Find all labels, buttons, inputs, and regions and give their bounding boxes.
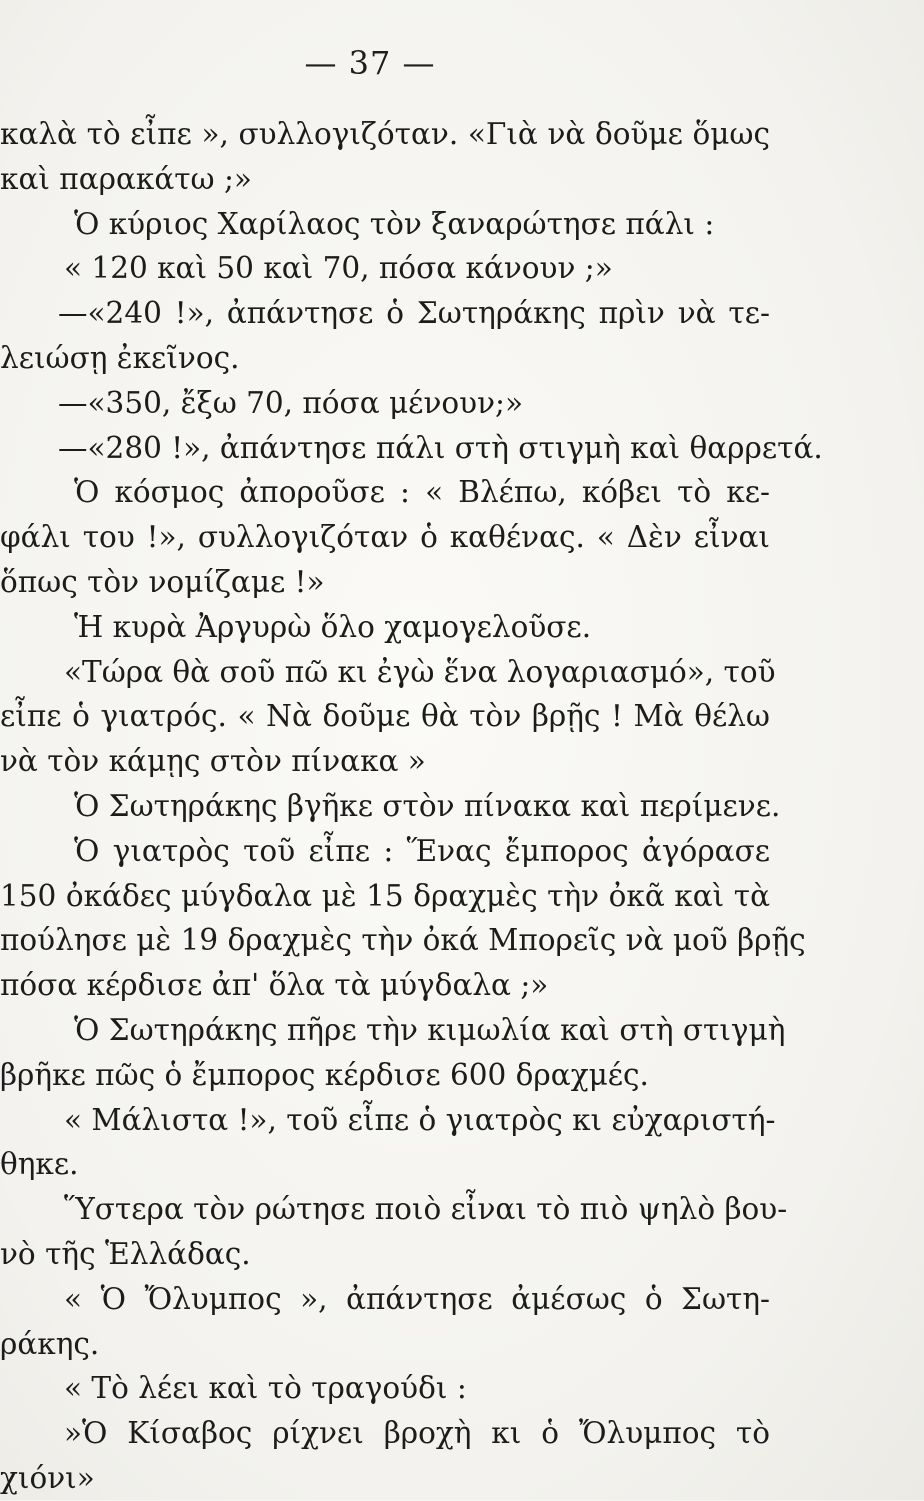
text-line: Ὁ γιατρὸς τοῦ εἶπε : Ἕνας ἔμπορος ἀγόρασε	[74, 833, 770, 868]
text-line: «Τώρα θὰ σοῦ πῶ κι ἐγὼ ἕνα λογαριασμό», τοῦ	[64, 654, 776, 689]
text-line: « Ὁ Ὄλυμπος », ἀπάντησε ἀμέσως ὁ Σωτη-	[64, 1281, 770, 1316]
body-text	[0, 112, 823, 1501]
text-line: Ὕστερα τὸν ρώτησε ποιὸ εἶναι τὸ πιὸ ψηλὸ βου-	[64, 1192, 788, 1227]
text-line: Ὁ κύριος Χαρίλαος τὸν ξαναρώτησε πάλι :	[74, 206, 715, 241]
text-line: —«240 !», ἀπάντησε ὁ Σωτηράκης πρὶν νὰ τε-	[58, 296, 770, 331]
text-line: λειώσῃ ἐκεῖνος.	[0, 340, 240, 375]
text-line: καλὰ τὸ εἶπε », συλλογιζόταν. «Γιὰ νὰ δοῦμε ὅμως	[0, 117, 770, 151]
text-line: « 120 καὶ 50 καὶ 70, πόσα κάνουν ;»	[64, 251, 613, 286]
text-line: Ὁ Σωτηράκης βγῆκε στὸν πίνακα καὶ περίμενε.	[74, 788, 781, 823]
text-line: « Τὸ λέει καὶ τὸ τραγούδι :	[64, 1371, 467, 1406]
text-line: —«280 !», ἀπάντησε πάλι στὴ στιγμὴ καὶ θαρρετά.	[58, 430, 823, 465]
text-line: εἶπε ὁ γιατρός. « Νὰ δοῦμε θὰ τὸν βρῇς ! Μὰ θέλω	[0, 699, 770, 734]
text-line: φάλι του !», συλλογιζόταν ὁ καθένας. « Δὲν εἶναι	[0, 520, 770, 555]
text-line: χιόνι»	[0, 1460, 95, 1495]
text-line: Ὁ κόσμος ἀποροῦσε : « Βλέπω, κόβει τὸ κε-	[74, 475, 770, 510]
text-line: Ὁ Σωτηράκης πῆρε τὴν κιμωλία καὶ στὴ στιγμὴ	[74, 1012, 786, 1047]
text-line: θηκε.	[0, 1147, 79, 1182]
text-line: πούλησε μὲ 19 δραχμὲς τὴν ὀκά Μπορεῖς νὰ μοῦ βρῇς	[0, 923, 806, 958]
text-line: πόσα κέρδισε ἀπ' ὅλα τὰ μύγδαλα ;»	[0, 968, 549, 1003]
text-line: νὸ τῆς Ἑλλάδας.	[0, 1236, 251, 1271]
text-line: 150 ὀκάδες μύγδαλα μὲ 15 δραχμὲς τὴν ὀκᾶ καὶ τὰ	[0, 878, 770, 913]
text-line: Ἡ κυρὰ Ἀργυρὼ ὅλο χαμογελοῦσε.	[74, 609, 592, 644]
text-line: νὰ τὸν κάμῃς στὸν πίνακα »	[0, 744, 426, 779]
text-line: « Μάλιστα !», τοῦ εἶπε ὁ γιατρὸς κι εὐχαριστή-	[64, 1102, 776, 1137]
text-line: καὶ παρακάτω ;»	[0, 161, 252, 196]
text-line: ράκης.	[0, 1326, 100, 1361]
text-line: —«350, ἔξω 70, πόσα μένουν;»	[58, 385, 523, 420]
page-number: — 37 —	[304, 44, 436, 82]
text-line: ὅπως τὸν νομίζαμε !»	[0, 564, 325, 599]
text-line: βρῆκε πῶς ὁ ἔμπορος κέρδισε 600 δραχμές.	[0, 1057, 649, 1092]
text-line: »Ὁ Κίσαβος ρίχνει βροχὴ κι ὁ Ὄλυμπος τὸ	[64, 1416, 770, 1451]
